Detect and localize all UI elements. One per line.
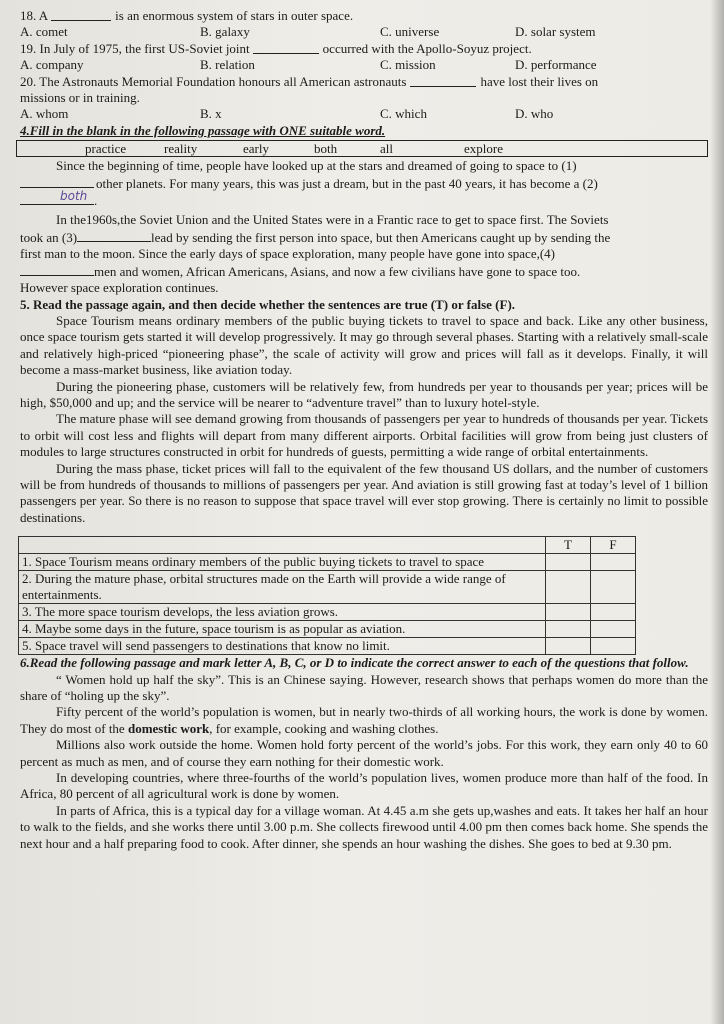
table-row <box>19 554 636 571</box>
s4-paragraph-1: Since the beginning of time, people have looked up at the stars and dreamed of going to space to (1) other planets. For many years, this was just a dream, but in the past 40 years, it has become a (2) both . <box>20 158 708 209</box>
s4-blank-1[interactable] <box>20 175 94 188</box>
word-bank <box>16 140 708 157</box>
column-false: F <box>591 537 636 554</box>
answer-f-4[interactable] <box>591 621 636 638</box>
statement-5: 5. Space travel will send passengers to destinations that know no limit. <box>19 638 546 655</box>
table-row <box>19 571 636 604</box>
question-18 <box>20 8 708 24</box>
domestic-work-term: domestic work <box>127 720 210 736</box>
word-reality: reality <box>164 140 198 156</box>
section-5-title: 5. Read the passage again, and then decide whether the sentences are true (T) or false (F). <box>20 296 516 312</box>
table-row <box>19 621 636 638</box>
q18-option-c[interactable]: C. universe <box>380 24 440 40</box>
q19-options <box>20 57 708 73</box>
q20-stem: 20. The Astronauts Memorial Foundation honours all American astronauts <box>20 73 407 89</box>
answer-f-1[interactable] <box>591 554 636 571</box>
answer-t-3[interactable] <box>546 604 591 621</box>
word-practice: practice <box>85 140 127 156</box>
q19-blank[interactable] <box>253 41 319 54</box>
word-all: all <box>380 140 393 156</box>
table-header-row <box>19 537 636 554</box>
statement-3: 3. The more space tourism develops, the less aviation grows. <box>19 604 546 621</box>
q19-option-c[interactable]: C. mission <box>380 57 436 73</box>
question-20 <box>20 74 708 90</box>
section-4-title: 4.Fill in the blank in the following passage with ONE suitable word. <box>20 122 386 138</box>
q20-stem-continued: missions or in training. <box>20 90 140 106</box>
word-both: both <box>314 140 338 156</box>
q18-blank[interactable] <box>51 8 111 21</box>
q19-stem-end: occurred with the Apollo-Soyuz project. <box>322 40 532 56</box>
true-false-table <box>18 536 636 655</box>
q19-option-b[interactable]: B. relation <box>200 57 255 73</box>
q20-options <box>20 106 708 122</box>
s5-paragraph-3: The mature phase will see demand growing from thousands of passengers per year to hundreds of thousands per year. Tickets to orbit will cost less and flights will depart from many different airports. Orbital facilities will grow from being just clusters of modules to large structures constructed in orbit for hundreds of guests, permitting a wide range of orbital entertainments. <box>20 411 709 460</box>
answer-t-4[interactable] <box>546 621 591 638</box>
table-row <box>19 604 636 621</box>
q20-blank[interactable] <box>410 74 476 87</box>
statement-2: 2. During the mature phase, orbital structures made on the Earth will provide a wide range of entertainments. <box>19 571 546 604</box>
table-row <box>19 638 636 655</box>
q20-option-c[interactable]: C. which <box>380 106 427 122</box>
s6-paragraph-3: Millions also work outside the home. Women hold forty percent of the world’s jobs. For this work, they earn only 40 to 60 percent as much as men, and of course they earn nothing for their domestic work. <box>20 737 708 769</box>
q20-stem-end: have lost their lives on <box>480 73 599 89</box>
q18-option-a[interactable]: A. comet <box>20 24 68 40</box>
q18-stem-end: is an enormous system of stars in outer space. <box>115 8 354 23</box>
section-6-title: 6.Read the following passage and mark letter A, B, C, or D to indicate the correct answer to each of the questions that follow. <box>20 655 689 671</box>
s5-paragraph-4: During the mass phase, ticket prices will fall to the equivalent of the few thousand US dollars, and the number of customers will be from hundreds of thousands to millions of passengers per year. And aviation is still growing fast at today’s level of 1 billion passengers per year. So there is no reason to suppose that space travel will ever stop growing. There is certainly no limit to possible destinations. <box>20 460 708 525</box>
handwritten-answer: both <box>60 189 88 204</box>
word-early: early <box>243 140 269 156</box>
question-19 <box>20 41 708 57</box>
answer-t-1[interactable] <box>546 554 591 571</box>
statement-4: 4. Maybe some days in the future, space tourism is as popular as aviation. <box>19 621 546 638</box>
q19-stem: 19. In July of 1975, the first US-Soviet joint <box>20 40 250 56</box>
q18-stem: 18. A <box>20 8 49 23</box>
q19-option-a[interactable]: A. company <box>20 57 84 73</box>
page-shadow <box>710 0 724 1024</box>
answer-f-5[interactable] <box>591 638 636 655</box>
statement-1: 1. Space Tourism means ordinary members of the public buying tickets to travel to space <box>19 554 546 571</box>
s4-blank-2[interactable] <box>20 189 94 205</box>
answer-f-2[interactable] <box>591 571 636 604</box>
word-explore: explore <box>464 140 503 156</box>
s6-paragraph-2: Fifty percent of the world’s population is women, but in nearly two-thirds of all working hours, the work is done by women. They do most of the domestic work, for example, cooking and washing clothes. <box>20 704 708 736</box>
q18-options <box>20 24 708 40</box>
answer-t-5[interactable] <box>546 638 591 655</box>
q20-option-b[interactable]: B. x <box>200 106 222 122</box>
s4-blank-4[interactable] <box>20 263 94 276</box>
s5-paragraph-2: During the pioneering phase, customers will be relatively few, from hundreds per year to thousands per year; prices will be high, $50,000 and up; and the service will be nearer to “adventure travel” than to luxury hotel-style. <box>20 378 708 410</box>
answer-t-2[interactable] <box>546 571 591 604</box>
s6-paragraph-1: “ Women hold up half the sky”. This is an Chinese saying. However, research shows that perhaps women do more than the share of “holing up the sky”. <box>20 671 708 703</box>
s6-paragraph-5: In parts of Africa, this is a typical day for a village woman. At 4.45 a.m she gets up,washes and eats. It takes her half an hour to walk to the fields, and she works there until 3.00 p.m. She collects firewood until 4.00 pm then comes back home. She spends the next hour and a half preparing food to cook. After dinner, she spends an hour washing the dishes. She goes to bed at 9.30 pm. <box>20 802 708 851</box>
s4-blank-3[interactable] <box>77 229 151 242</box>
q18-option-b[interactable]: B. galaxy <box>200 24 250 40</box>
q18-option-d[interactable]: D. solar system <box>515 24 596 40</box>
s5-paragraph-1: Space Tourism means ordinary members of the public buying tickets to travel to space and back. Like any other business, once space tourism gets started it will develop progressively. It may go through several phases. Starting with a relatively small-scale and relatively high-priced “pioneering phase”, the scale of activity will grow and prices will fall as it develops. Finally, it will become a mass-market business, like aviation today. <box>20 312 708 378</box>
s6-paragraph-4: In developing countries, where three-fourths of the world’s population lives, women produce more than half of the food. In Africa, 80 percent of all agricultural work is done by women. <box>20 770 708 802</box>
column-true: T <box>546 537 591 554</box>
answer-f-3[interactable] <box>591 604 636 621</box>
q20-option-d[interactable]: D. who <box>515 106 554 122</box>
q20-option-a[interactable]: A. whom <box>20 106 69 122</box>
q19-option-d[interactable]: D. performance <box>515 57 597 73</box>
s4-paragraph-2: In the1960s,the Soviet Union and the United States were in a Frantic race to get to space first. The Soviets took an (3) lead by sending the first person into space, but then Americans caught up by sending the first man to the moon. Since the early days of space exploration, many people have gone into space,(4) men and women, African Americans, Asians, and now a few civilians have gone to space too. However space exploration continues. <box>20 212 611 296</box>
